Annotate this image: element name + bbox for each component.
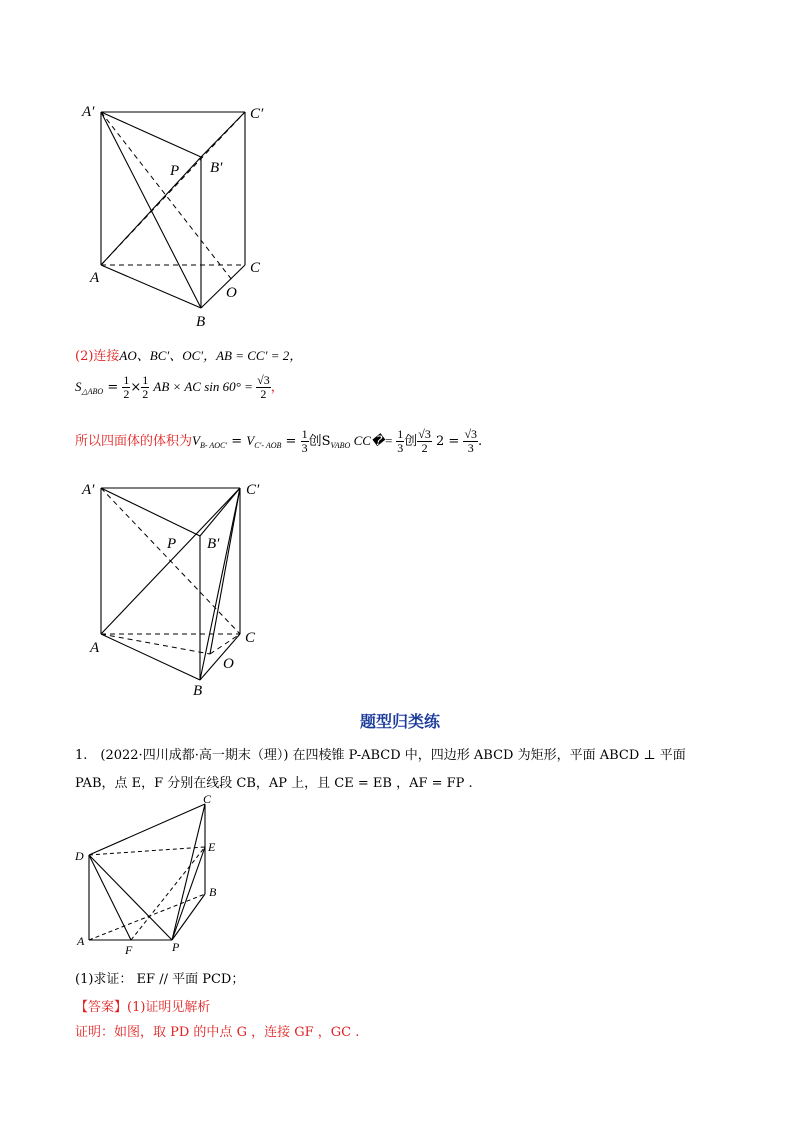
equals: = bbox=[227, 434, 247, 449]
solution-line-2 bbox=[75, 374, 284, 401]
label-e: E bbox=[208, 840, 216, 854]
label-o: O bbox=[223, 656, 234, 672]
garbled-text: 创 bbox=[404, 434, 418, 449]
equals: = bbox=[281, 434, 301, 449]
label-d: D bbox=[75, 849, 84, 863]
denominator: 2 bbox=[260, 387, 267, 401]
times: × bbox=[130, 380, 142, 395]
label-c-prime: C′ bbox=[250, 106, 264, 122]
volume-symbol: V bbox=[246, 433, 255, 448]
garbled-text: 创S bbox=[308, 434, 331, 449]
volume-symbol: V bbox=[192, 433, 200, 448]
problem-line-1: 1. (2022·四川成都·高一期末（理）) 在四棱锥 P-ABCD 中，四边形 ABCD 为矩形，平面 ABCD ⊥ 平面 bbox=[75, 748, 686, 763]
proof-line: 证明：如图，取 PD 的中点 G ，连接 GF ，GC . bbox=[75, 1025, 360, 1040]
numerator: 1 bbox=[142, 373, 149, 387]
fraction bbox=[256, 374, 271, 401]
denominator: 3 bbox=[301, 441, 308, 455]
area-subscript: VABO bbox=[330, 441, 351, 450]
area-subscript: △ABO bbox=[81, 387, 104, 396]
fraction bbox=[141, 374, 149, 401]
denominator: 2 bbox=[421, 441, 428, 455]
expression: AB × AC sin 60° = bbox=[153, 379, 257, 394]
answer-line bbox=[75, 996, 210, 1015]
solution-math: AO、BC′、OC′，AB = CC′ = 2， bbox=[119, 348, 303, 363]
label-a: A bbox=[77, 934, 85, 948]
denominator: 2 bbox=[142, 387, 149, 401]
solution-prefix: (2)连接 bbox=[75, 349, 120, 364]
denominator: 3 bbox=[467, 441, 474, 455]
answer-text: (1)证明见解析 bbox=[127, 1000, 211, 1015]
label-b-prime: B′ bbox=[210, 160, 223, 176]
numerator: 1 bbox=[301, 427, 308, 441]
punct: . bbox=[478, 434, 483, 449]
denominator: 3 bbox=[397, 441, 404, 455]
label-a-prime: A′ bbox=[82, 104, 95, 120]
question-1: (1)求证： EF // 平面 PCD； bbox=[75, 972, 245, 987]
prism-figure-1 bbox=[80, 100, 280, 330]
volume-prefix: 所以四面体的体积为 bbox=[75, 434, 193, 449]
label-p: P bbox=[172, 940, 180, 954]
label-a: A bbox=[90, 270, 100, 286]
label-b-prime: B′ bbox=[207, 536, 220, 552]
numerator: √3 bbox=[257, 373, 270, 387]
label-c-prime: C′ bbox=[246, 482, 260, 498]
label-a-prime: A′ bbox=[82, 482, 95, 498]
pyramid-figure bbox=[75, 792, 235, 962]
label-c: C bbox=[250, 260, 261, 276]
problem-line-2: PAB，点 E，F 分别在线段 CB，AP 上，且 CE = EB ，AF = FP . bbox=[75, 776, 473, 791]
fraction bbox=[417, 428, 432, 455]
solution-line-3 bbox=[75, 428, 482, 455]
label-p: P bbox=[167, 536, 177, 552]
label-c: C bbox=[203, 792, 212, 806]
denominator: 2 bbox=[123, 387, 130, 401]
label-b: B bbox=[209, 885, 217, 899]
numerator: 1 bbox=[397, 427, 404, 441]
solution-line-1 bbox=[75, 345, 302, 364]
volume-subscript: B- AOC′ bbox=[199, 441, 228, 450]
factor-two: 2 = bbox=[431, 434, 464, 449]
label-a: A bbox=[90, 640, 100, 656]
label-b: B bbox=[196, 314, 206, 330]
numerator: √3 bbox=[418, 427, 431, 441]
punct: ， bbox=[270, 380, 284, 395]
label-f: F bbox=[125, 943, 133, 957]
fraction bbox=[301, 428, 309, 455]
section-title: 题型归类练 bbox=[359, 712, 440, 731]
volume-subscript: C′- AOB bbox=[254, 441, 282, 450]
numerator: √3 bbox=[464, 427, 478, 441]
equals: = bbox=[103, 380, 123, 395]
prism-figure-2 bbox=[80, 476, 280, 701]
area-symbol: S bbox=[75, 379, 82, 394]
numerator: 1 bbox=[123, 373, 130, 387]
cc-term: CC�= bbox=[350, 433, 397, 448]
answer-tag: 【答案】 bbox=[75, 1000, 128, 1015]
label-b: B bbox=[193, 683, 203, 699]
label-p: P bbox=[170, 163, 180, 179]
label-o: O bbox=[226, 285, 237, 301]
label-c: C bbox=[245, 630, 256, 646]
fraction bbox=[463, 428, 478, 455]
